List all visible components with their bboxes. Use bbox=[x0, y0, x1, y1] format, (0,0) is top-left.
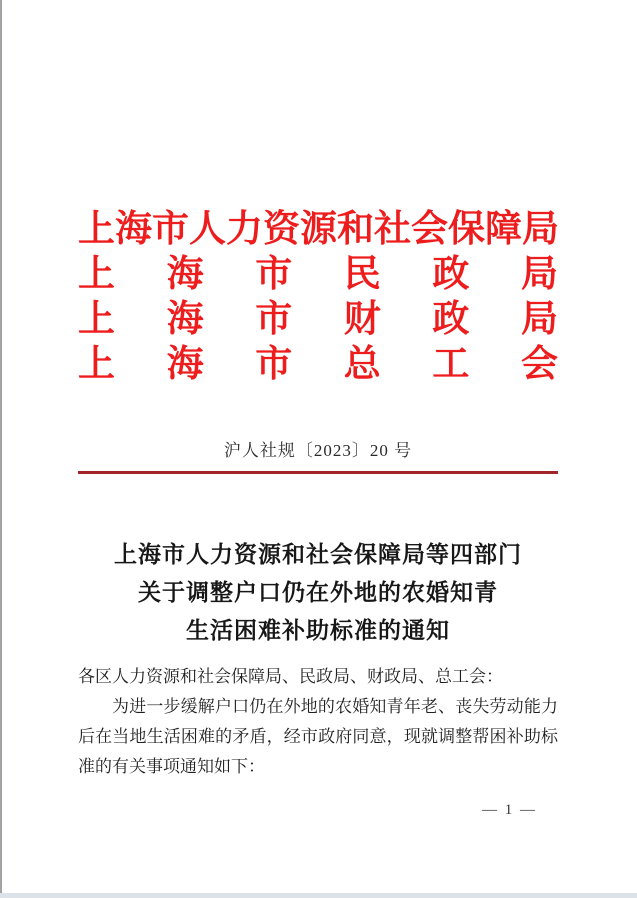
letterhead-line-civil-affairs-bureau: 上海市民政局 bbox=[78, 253, 558, 294]
notice-title-line-2: 关于调整户口仍在外地的农婚知青 bbox=[138, 580, 498, 605]
notice-title-line-3: 生活困难补助标准的通知 bbox=[186, 618, 450, 643]
document-number: 沪人社规〔2023〕20 号 bbox=[223, 441, 413, 460]
notice-title-line-1: 上海市人力资源和社会保障局等四部门 bbox=[114, 542, 522, 567]
letterhead-line-trade-union: 上海市总工会 bbox=[78, 343, 558, 384]
body-line-1: 为进一步缓解户口仍在外地的农婚知青年老、丧失劳动能力 bbox=[112, 697, 558, 716]
body-line-2: 后在当地生活困难的矛盾，经市政府同意，现就调整帮困补助标 bbox=[78, 727, 558, 746]
page-left-edge bbox=[0, 0, 2, 898]
page-number: — 1 — bbox=[482, 802, 537, 818]
red-separator-line bbox=[78, 471, 558, 474]
letterhead-line-hrss-bureau: 上海市人力资源和社会保障局 bbox=[78, 208, 559, 249]
recipient-line: 各区人力资源和社会保障局、民政局、财政局、总工会： bbox=[78, 667, 503, 686]
notice-title bbox=[78, 536, 558, 650]
page-bottom-edge bbox=[0, 893, 637, 898]
letterhead-line-finance-bureau: 上海市财政局 bbox=[78, 298, 558, 339]
notice-body bbox=[78, 662, 558, 782]
body-line-3: 准的有关事项通知如下： bbox=[78, 757, 265, 776]
letterhead bbox=[78, 206, 558, 386]
